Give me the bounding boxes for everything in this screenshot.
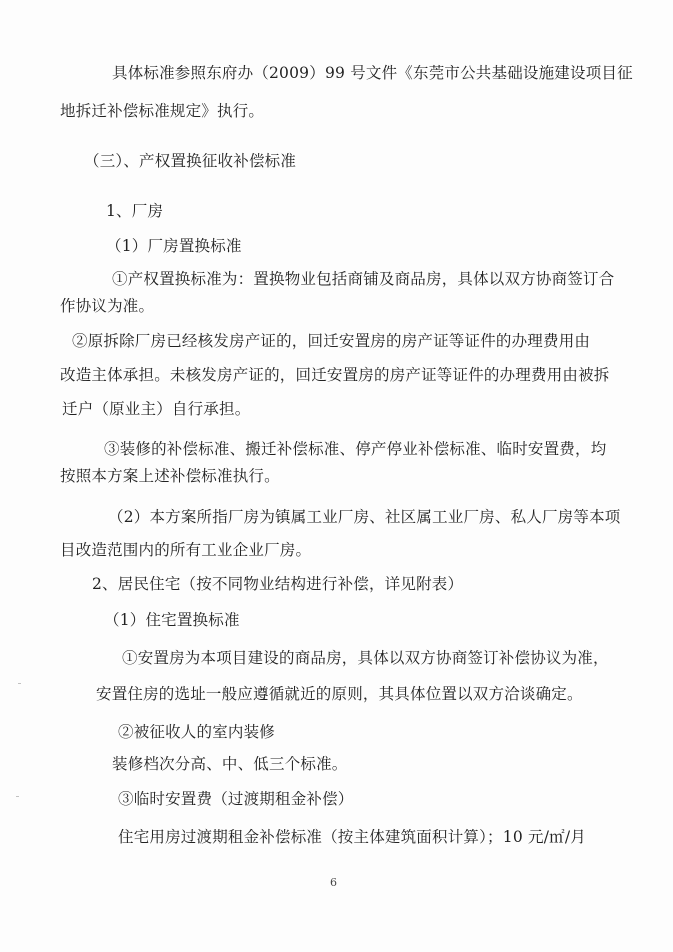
subsection-heading-residential: 2、居民住宅（按不同物业结构进行补偿，详见附表） xyxy=(92,575,464,593)
text-line-9: 改造主体承担。未核发房产证的，回迁安置房的房产证等证件的办理费用由被拆 xyxy=(60,366,610,384)
text-line-7: 作协议为准。 xyxy=(60,297,155,315)
scan-speck xyxy=(18,683,21,684)
subsection-heading-factory: 1、厂房 xyxy=(106,202,164,220)
text-line-2: 地拆迁补偿标准规定》执行。 xyxy=(60,102,265,120)
text-line-13: （2）本方案所指厂房为镇属工业厂房、社区属工业厂房、私人厂房等本项 xyxy=(108,508,621,526)
text-line-18: 安置住房的选址一般应遵循就近的原则，其具体位置以双方洽谈确定。 xyxy=(96,685,583,703)
text-line-11: ③装修的补偿标准、搬迁补偿标准、停产停业补偿标准、临时安置费，均 xyxy=(104,440,607,458)
text-line-10: 迁户（原业主）自行承担。 xyxy=(62,400,251,418)
text-line-19: ②被征收人的室内装修 xyxy=(118,723,276,741)
text-line-22: 住宅用房过渡期租金补偿标准（按主体建筑面积计算）；10 元/㎡/月 xyxy=(118,828,586,846)
text-line-20: 装修档次分高、中、低三个标准。 xyxy=(112,755,348,773)
section-heading-3: （三）、产权置换征收补偿标准 xyxy=(84,152,297,170)
text-line-6: ①产权置换标准为：置换物业包括商铺及商品房，具体以双方协商签订合 xyxy=(112,270,615,288)
item-heading-residential-replacement: （1）住宅置换标准 xyxy=(104,611,240,629)
item-heading-factory-replacement: （1）厂房置换标准 xyxy=(106,237,242,255)
text-line-8: ②原拆除厂房已经核发房产证的，回迁安置房的房产证等证件的办理费用由 xyxy=(72,332,591,350)
text-line-21: ③临时安置费（过渡期租金补偿） xyxy=(118,790,354,808)
text-line-14: 目改造范围内的所有工业企业厂房。 xyxy=(60,541,312,559)
text-line-12: 按照本方案上述补偿标准执行。 xyxy=(60,467,280,485)
text-line-1: 具体标准参照东府办（2009）99 号文件《东莞市公共基础设施建设项目征 xyxy=(112,64,633,82)
page-number: 6 xyxy=(330,876,337,889)
text-line-17: ①安置房为本项目建设的商品房，具体以双方协商签订补偿协议为准， xyxy=(122,649,609,667)
scan-speck xyxy=(16,796,19,797)
